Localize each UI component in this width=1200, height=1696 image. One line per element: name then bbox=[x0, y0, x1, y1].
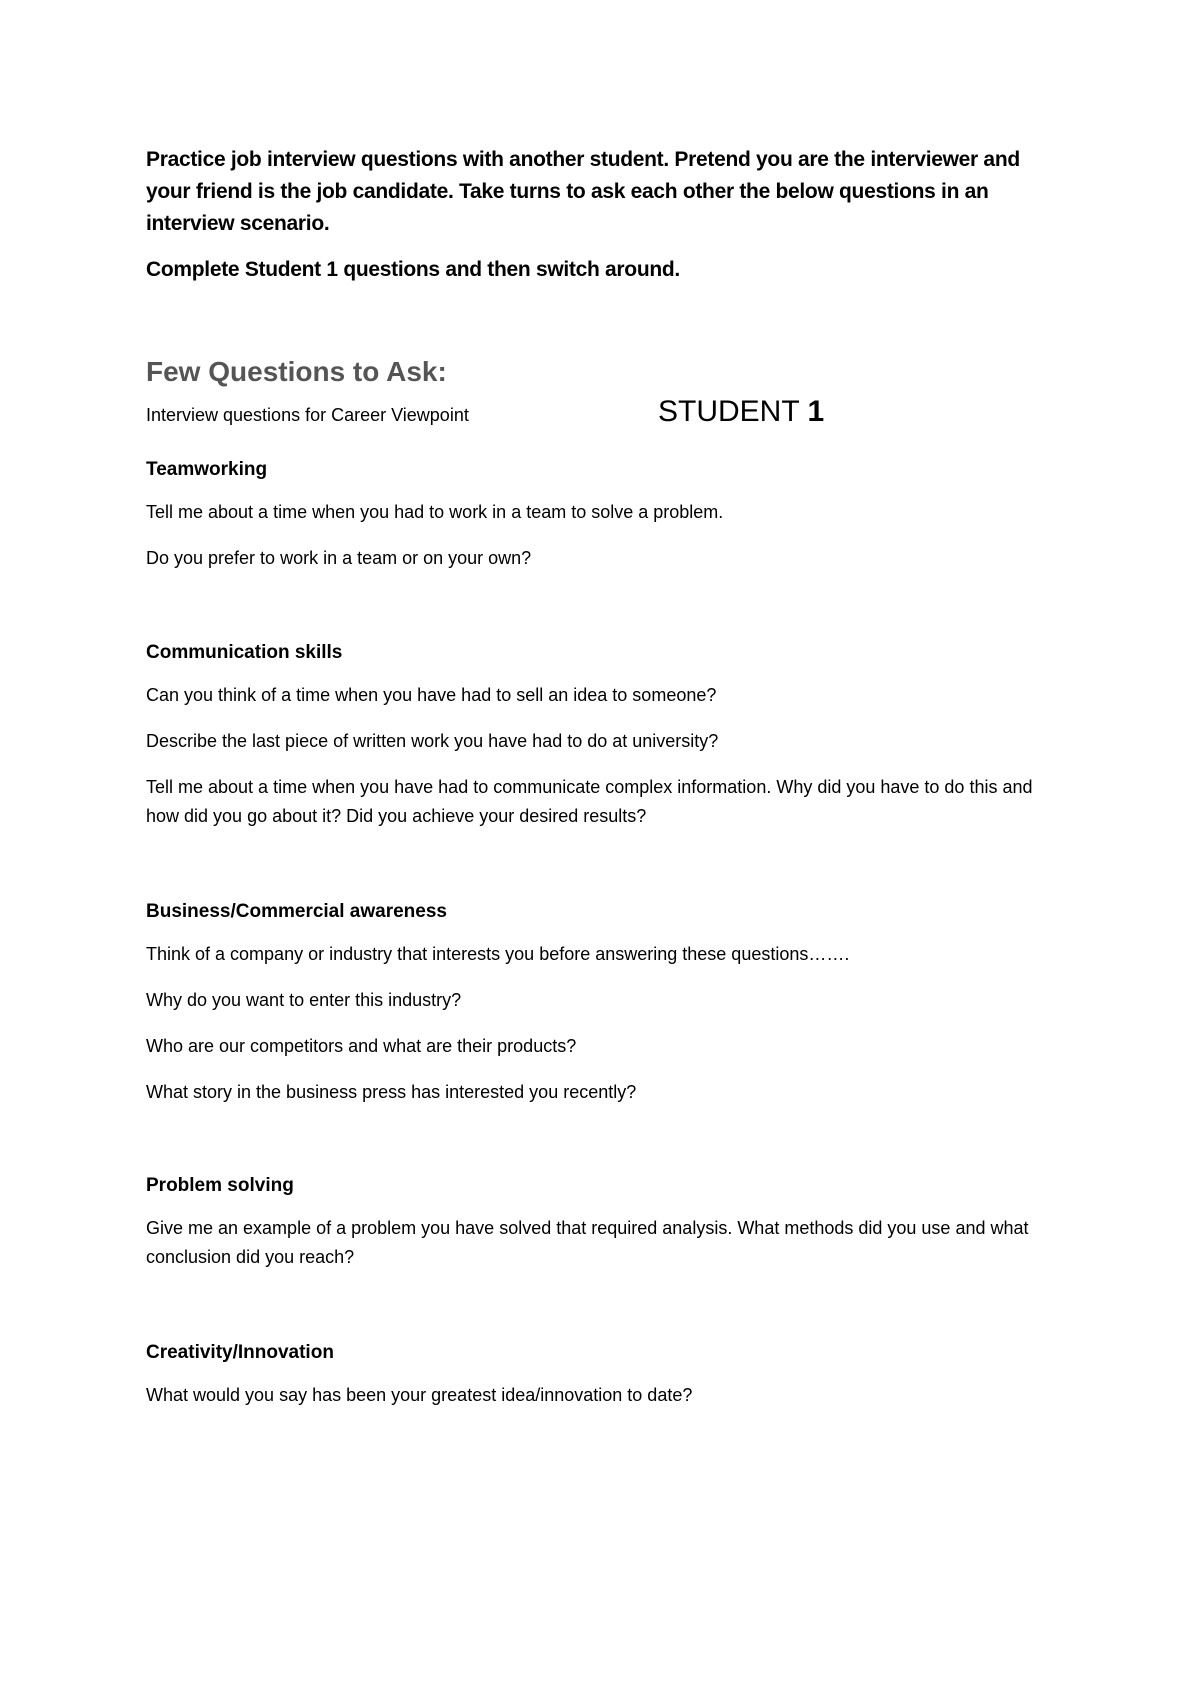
question-item: Tell me about a time when you had to work in a team to solve a problem. bbox=[146, 502, 724, 522]
section-heading-teamworking: Teamworking bbox=[146, 459, 268, 480]
student-number: 1 bbox=[807, 395, 825, 428]
section-heading-problem-solving: Problem solving bbox=[146, 1175, 294, 1196]
page-subtitle: Interview questions for Career Viewpoint bbox=[146, 405, 469, 425]
question-item: Can you think of a time when you have had to sell an idea to someone? bbox=[146, 685, 717, 705]
intro-paragraph: Practice job interview questions with another student. Pretend you are the interviewer and your friend is the job candidate. Take turns to ask each other the below questions in an interview scenario. bbox=[146, 148, 1020, 235]
intro-instruction: Complete Student 1 questions and then switch around. bbox=[146, 258, 680, 281]
question-item: What would you say has been your greatest idea/innovation to date? bbox=[146, 1385, 693, 1405]
page-title: Few Questions to Ask: bbox=[146, 356, 447, 387]
student-label-text: STUDENT bbox=[658, 395, 800, 428]
document-content bbox=[146, 144, 1061, 1405]
question-item: Give me an example of a problem you have solved that required analysis. What methods did you use and what conclusion did you reach? bbox=[146, 1218, 1029, 1267]
question-item: Tell me about a time when you have had to communicate complex information. Why did you have to do this and how did you go about it? Did you achieve your desired results? bbox=[146, 777, 1033, 826]
question-item: Do you prefer to work in a team or on your own? bbox=[146, 548, 532, 568]
section-heading-creativity: Creativity/Innovation bbox=[146, 1342, 334, 1363]
section-heading-business: Business/Commercial awareness bbox=[146, 901, 447, 922]
student-label bbox=[658, 393, 824, 431]
question-item: What story in the business press has interested you recently? bbox=[146, 1082, 637, 1102]
question-item: Who are our competitors and what are their products? bbox=[146, 1036, 577, 1056]
question-item: Describe the last piece of written work you have had to do at university? bbox=[146, 731, 719, 751]
section-heading-communication: Communication skills bbox=[146, 642, 343, 663]
question-item: Why do you want to enter this industry? bbox=[146, 990, 462, 1010]
question-item: Think of a company or industry that interests you before answering these questions……. bbox=[146, 944, 850, 964]
